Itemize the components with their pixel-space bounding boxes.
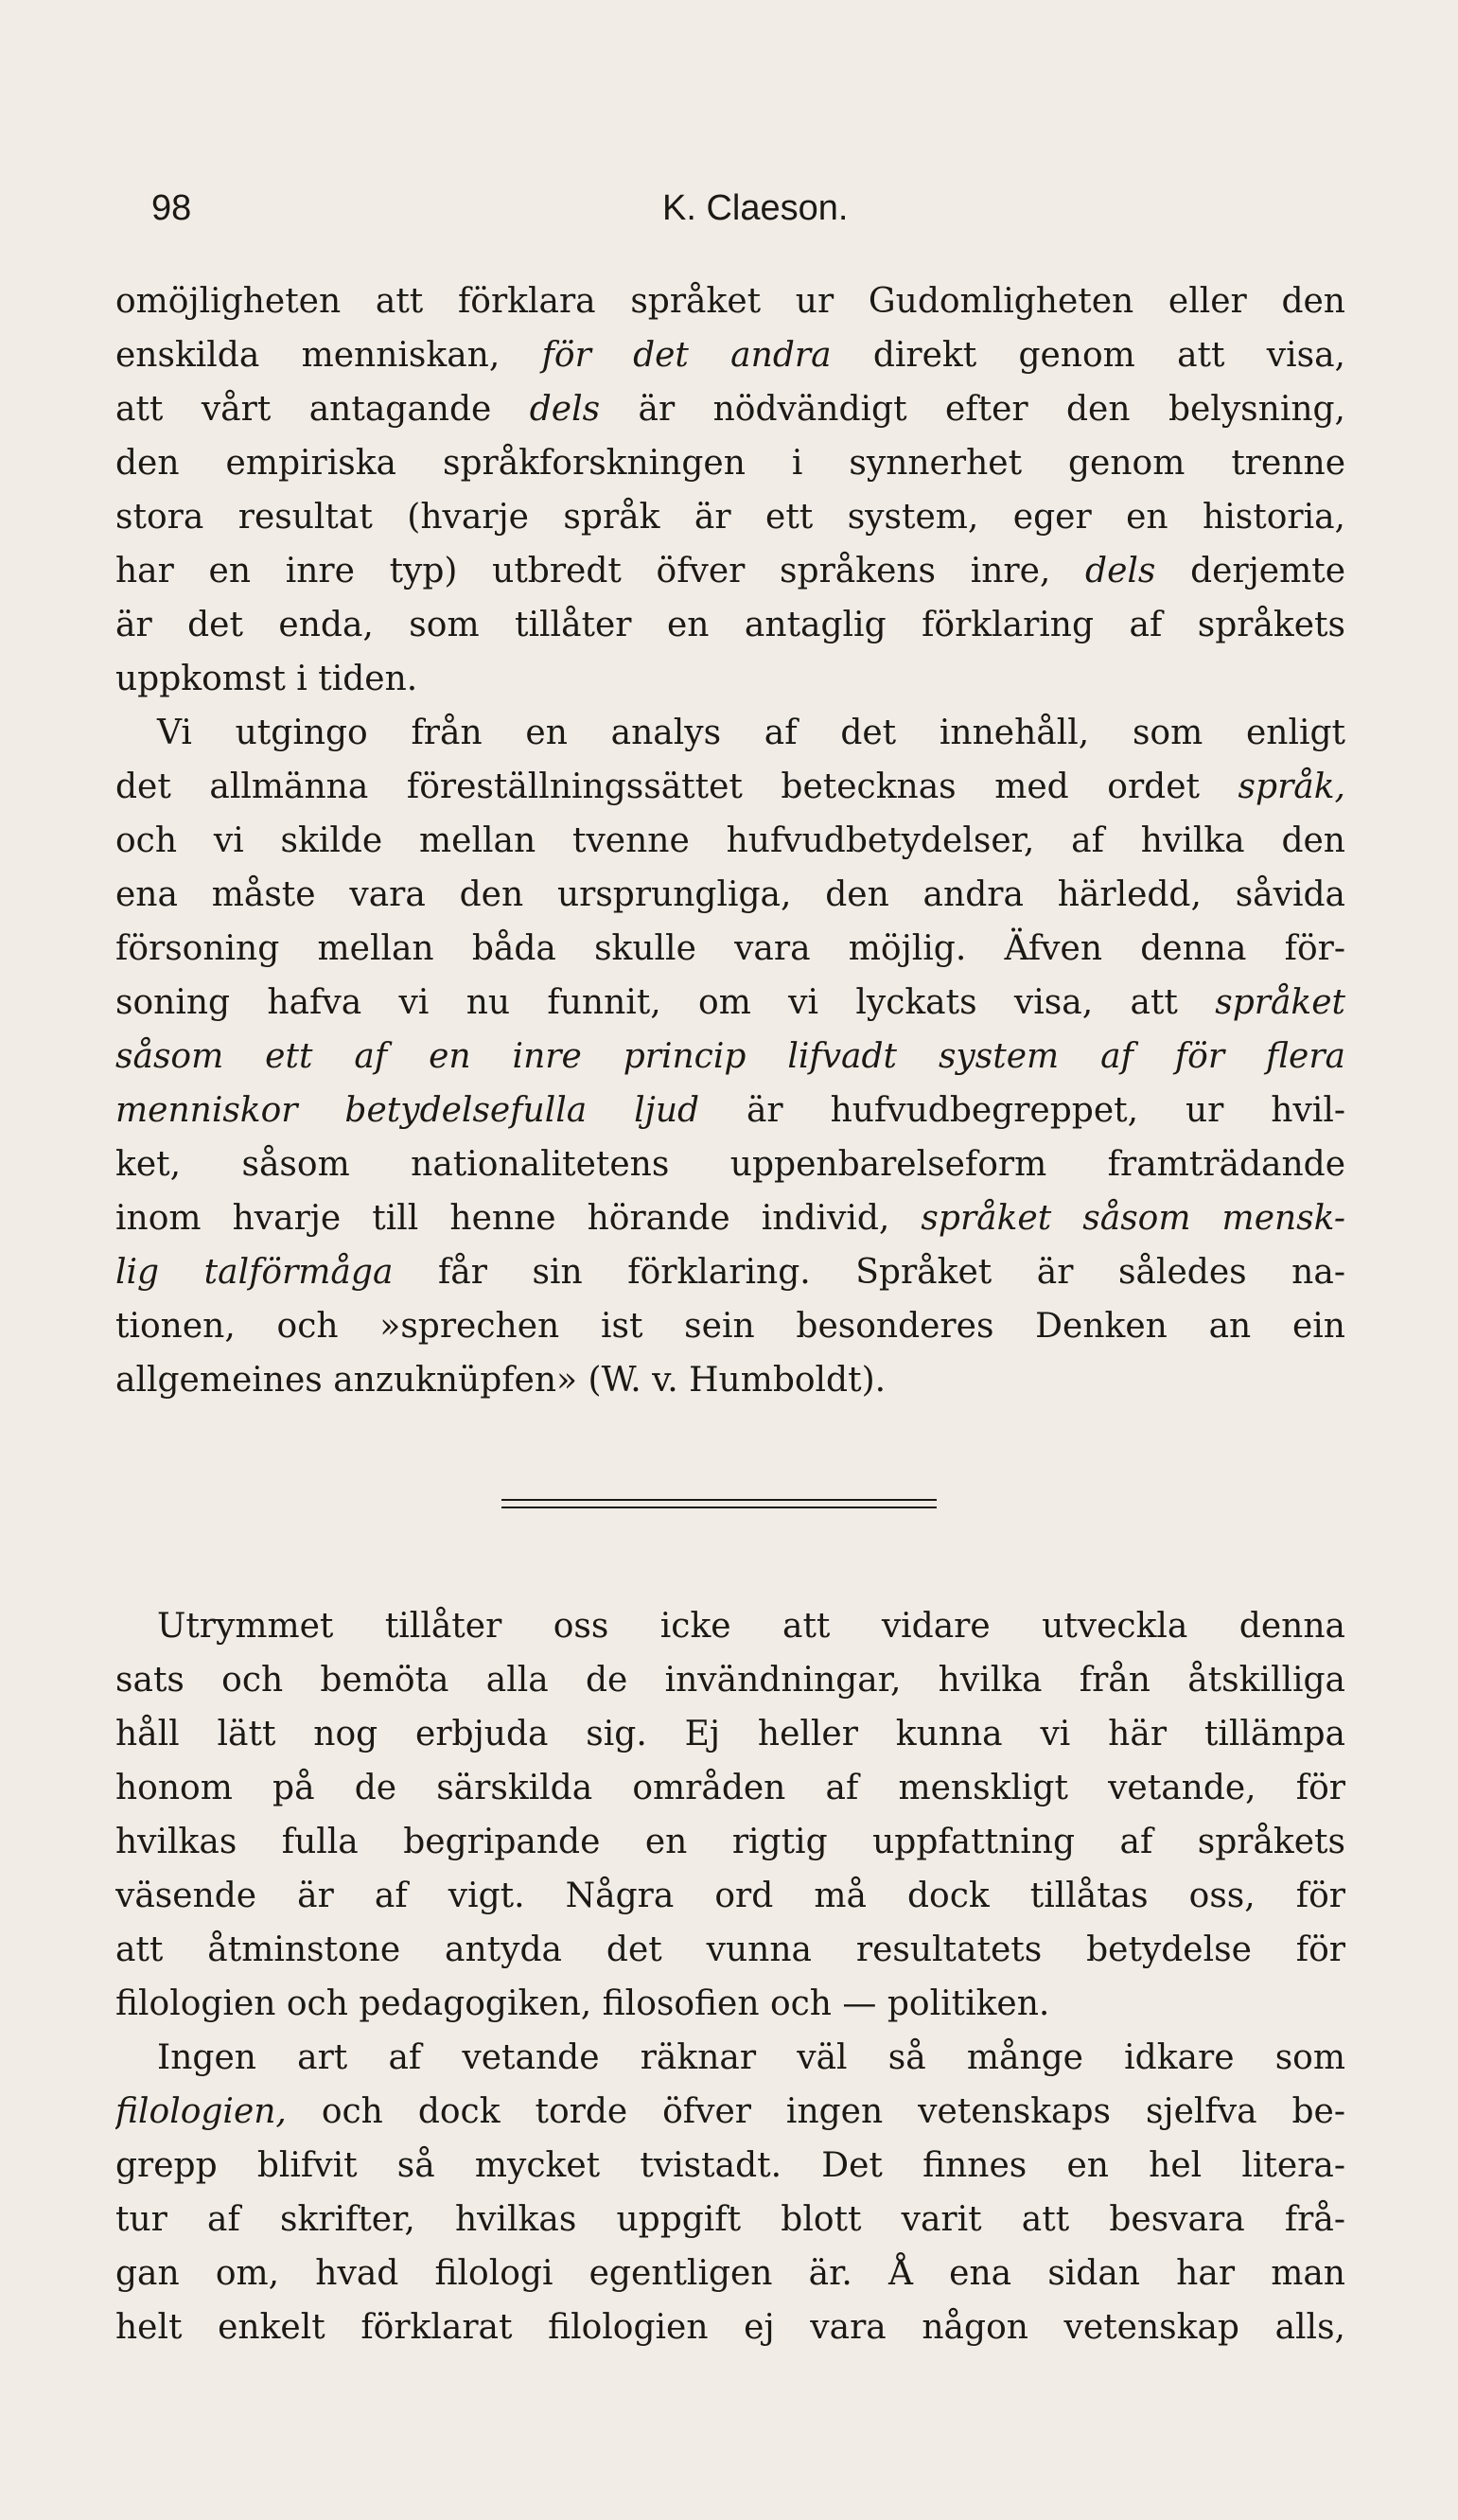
- text-line: och vi skilde mellan tvenne hufvudbetydelser, af hvilka den: [115, 821, 1345, 860]
- italic-segment: språk,: [1238, 767, 1345, 806]
- text-line: är det enda, som tillåter en antaglig förklaring af språkets: [115, 606, 1345, 644]
- text-line: ket, såsom nationalitetens uppenbarelseform framträdande: [115, 1145, 1345, 1184]
- text-line: omöjligheten att förklara språket ur Gudomligheten eller den: [115, 282, 1345, 321]
- text-line: Vi utgingo från en analys af det innehåll, som enligt: [157, 714, 1345, 752]
- text-line: [115, 1030, 1345, 1084]
- text-line: uppkomst i tiden.: [115, 660, 418, 698]
- text-line: att åtminstone antyda det vunna resultatets betydelse för: [115, 1930, 1345, 1969]
- text-segment: får sin förklaring. Språket är således na-: [393, 1253, 1345, 1292]
- text-line: [115, 1245, 1345, 1299]
- text-line: filologien och pedagogiken, filosofien och — politiken.: [115, 1984, 1050, 2023]
- text-line: gan om, hvad filologi egentligen är. Å ena sidan har man: [115, 2254, 1345, 2293]
- text-line: grepp blifvit så mycket tvistadt. Det finnes en hel litera-: [115, 2146, 1345, 2185]
- italic-segment: för det andra: [541, 336, 832, 375]
- italic-segment: dels: [1085, 552, 1156, 590]
- text-line: [115, 1191, 1345, 1245]
- text-line: allgemeines anzuknüpfen» (W. v. Humboldt).: [115, 1361, 887, 1400]
- italic-segment: språket såsom mensk-: [921, 1199, 1345, 1238]
- text-line: stora resultat (hvarje språk är ett system, eger en historia,: [115, 498, 1345, 537]
- text-line: sats och bemöta alla de invändningar, hvilka från åtskilliga: [115, 1661, 1345, 1700]
- text-line: ena måste vara den ursprungliga, den andra härledd, såvida: [115, 875, 1345, 914]
- text-segment: är nödvändigt efter den belysning,: [600, 390, 1345, 429]
- text-segment: direkt genom att visa,: [831, 336, 1345, 375]
- text-segment: soning hafva vi nu funnit, om vi lyckats visa, att: [115, 983, 1216, 1022]
- text-line: [115, 544, 1345, 598]
- running-head: K. Claeson.: [662, 188, 849, 228]
- text-line: försoning mellan båda skulle vara möjlig. Äfven denna för-: [115, 929, 1345, 968]
- text-segment: att vårt antagande: [115, 390, 530, 429]
- text-line: helt enkelt förklarat filologien ej vara någon vetenskap alls,: [115, 2308, 1345, 2347]
- italic-segment: menniskor betydelsefulla ljud: [115, 1091, 700, 1130]
- text-line: honom på de särskilda områden af menskligt vetande, för: [115, 1769, 1345, 1807]
- text-block-top: [115, 274, 1345, 1407]
- italic-segment: lig talförmåga: [115, 1253, 394, 1292]
- text-line: [115, 976, 1345, 1030]
- text-segment: derjemte: [1155, 552, 1345, 590]
- text-segment: och dock torde öfver ingen vetenskaps sjelfva be-: [286, 2092, 1345, 2131]
- text-segment: enskilda menniskan,: [115, 336, 542, 375]
- text-line: Ingen art af vetande räknar väl så månge idkare som: [157, 2038, 1345, 2077]
- text-line: [115, 2085, 1345, 2139]
- text-segment: det allmänna föreställningssättet betecknas med ordet: [115, 767, 1238, 806]
- text-segment: har en inre typ) utbredt öfver språkens inre,: [115, 552, 1086, 590]
- text-line: hvilkas fulla begripande en rigtig uppfattning af språkets: [115, 1823, 1345, 1861]
- text-line: den empiriska språkforskningen i synnerhet genom trenne: [115, 444, 1345, 483]
- text-line: Utrymmet tillåter oss icke att vidare utveckla denna: [157, 1607, 1345, 1646]
- separator-rule-line: [501, 1499, 937, 1501]
- italic-segment: såsom ett af en inre princip lifvadt system af för flera: [115, 1037, 1345, 1076]
- separator-rule-line: [501, 1507, 937, 1508]
- text-segment: är hufvudbegreppet, ur hvil-: [699, 1091, 1345, 1130]
- page-header: [151, 180, 1344, 237]
- text-line: [115, 1084, 1345, 1137]
- text-line: tionen, och »sprechen ist sein besonderes Denken an ein: [115, 1307, 1345, 1346]
- page-number: 98: [151, 188, 192, 228]
- section-separator-rule: [501, 1499, 937, 1514]
- text-segment: inom hvarje till henne hörande individ,: [115, 1199, 922, 1238]
- italic-segment: dels: [529, 390, 601, 429]
- text-line: [115, 760, 1345, 814]
- text-line: [115, 382, 1345, 436]
- text-line: håll lätt nog erbjuda sig. Ej heller kunna vi här tillämpa: [115, 1715, 1345, 1753]
- text-block-bottom: [115, 1599, 1345, 2354]
- italic-segment: språket: [1215, 983, 1345, 1022]
- text-line: tur af skrifter, hvilkas uppgift blott varit att besvara frå-: [115, 2200, 1345, 2239]
- italic-segment: filologien,: [115, 2092, 287, 2131]
- text-line: väsende är af vigt. Några ord må dock tillåtas oss, för: [115, 1877, 1345, 1915]
- text-line: [115, 328, 1345, 382]
